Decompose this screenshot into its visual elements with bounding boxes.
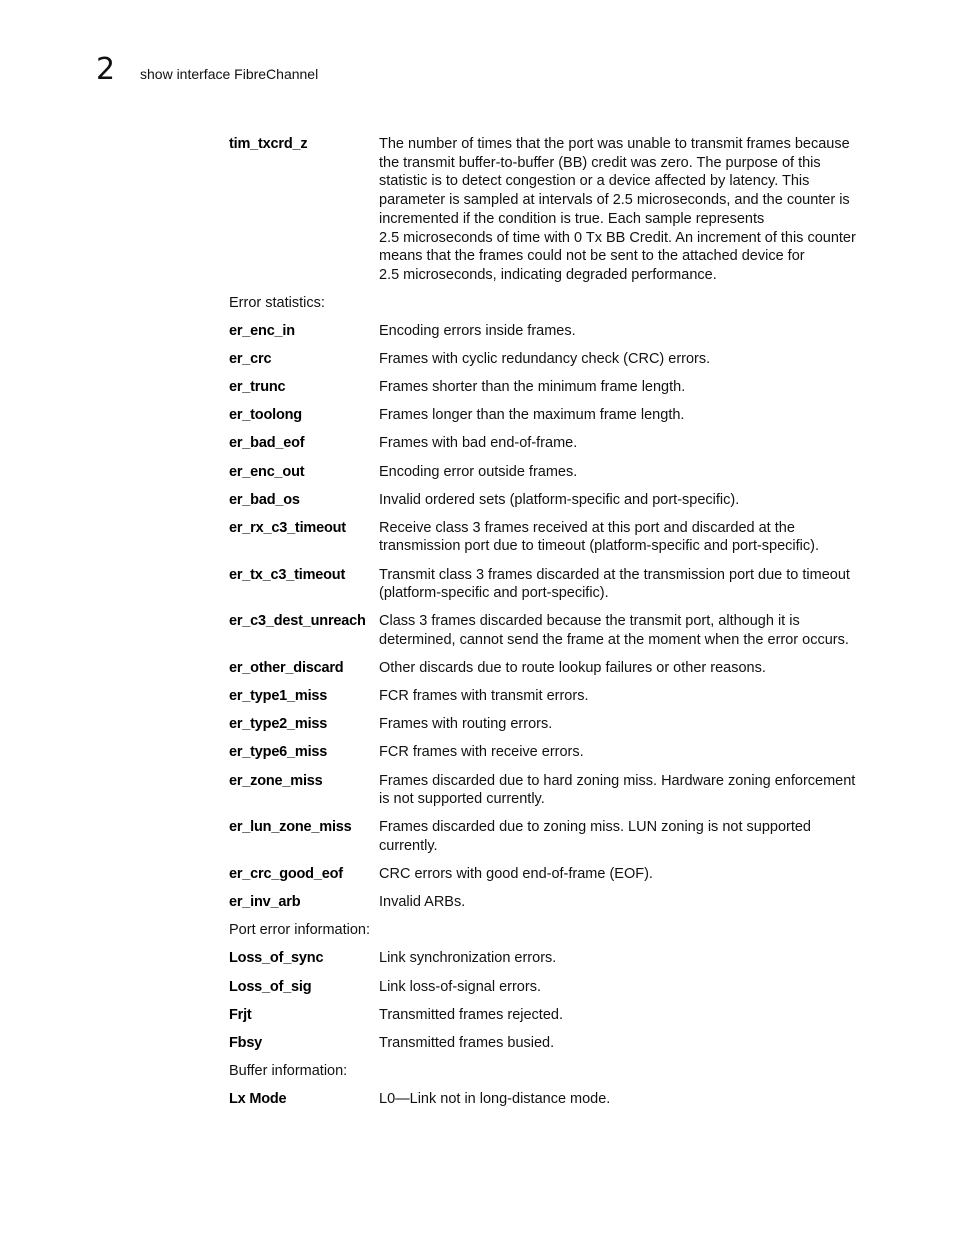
desc-line: Transmit class 3 frames discarded at the transmission port due to timeout — [379, 566, 850, 583]
chapter-number: 2 — [96, 52, 116, 87]
definition-row — [229, 659, 869, 678]
desc-line: determined, cannot send the frame at the moment when the error occurs. — [379, 632, 849, 649]
desc-line: 2.5 microseconds of time with 0 Tx BB Credit. An increment of this counter — [379, 229, 856, 246]
definition-description — [379, 463, 869, 482]
buffer-information-list — [229, 1090, 869, 1109]
definition-term: er_zone_miss — [229, 772, 323, 789]
desc-line: currently. — [379, 838, 438, 855]
definition-row — [229, 322, 869, 341]
desc-line: Frames with bad end-of-frame. — [379, 435, 578, 452]
section-heading-buffer-information: Buffer information: — [229, 1062, 348, 1079]
definition-term: Loss_of_sync — [229, 950, 324, 967]
definition-description — [379, 1090, 869, 1109]
desc-line: Class 3 frames discarded because the transmit port, although it is — [379, 613, 800, 630]
desc-line: The number of times that the port was unable to transmit frames because — [379, 136, 850, 152]
error-statistics-list — [229, 322, 869, 912]
desc-line: transmission port due to timeout (platform-specific and port-specific). — [379, 538, 820, 555]
definition-description — [379, 893, 869, 912]
desc-line: means that the frames could not be sent to the attached device for — [379, 248, 805, 265]
definition-description — [379, 865, 869, 884]
definition-row — [229, 1090, 869, 1109]
desc-line: Frames discarded due to zoning miss. LUN zoning is not supported — [379, 819, 811, 836]
definition-term: er_crc — [229, 351, 272, 368]
definition-term: er_lun_zone_miss — [229, 819, 352, 836]
definition-description — [379, 566, 869, 603]
definition-description — [379, 406, 869, 425]
desc-line: L0—Link not in long-distance mode. — [379, 1090, 611, 1107]
definition-row — [229, 715, 869, 734]
desc-line: Other discards due to route lookup failures or other reasons. — [379, 660, 766, 677]
definition-row — [229, 893, 869, 912]
definition-row — [229, 1006, 869, 1025]
desc-line: incremented if the condition is true. Each sample represents — [379, 210, 765, 227]
definition-description — [379, 378, 869, 397]
desc-line: 2.5 microseconds, indicating degraded performance. — [379, 266, 717, 283]
definition-row — [229, 1034, 869, 1053]
desc-line: statistic is to detect congestion or a device affected by latency. This — [379, 173, 810, 190]
desc-line: Invalid ARBs. — [379, 894, 466, 911]
desc-line: Frames discarded due to hard zoning miss. Hardware zoning enforcement — [379, 772, 856, 789]
desc-line: Link synchronization errors. — [379, 950, 557, 967]
definition-term: er_type2_miss — [229, 716, 328, 733]
desc-line: Link loss-of-signal errors. — [379, 978, 541, 995]
definition-row — [229, 406, 869, 425]
desc-line: CRC errors with good end-of-frame (EOF). — [379, 866, 653, 883]
definition-row — [229, 772, 869, 809]
definition-description — [379, 612, 869, 649]
definition-row — [229, 949, 869, 968]
section-heading-port-error-information: Port error information: — [229, 922, 371, 939]
running-header-title: show interface FibreChannel — [140, 66, 319, 82]
desc-line: is not supported currently. — [379, 791, 545, 808]
definition-row — [229, 865, 869, 884]
definition-description — [379, 491, 869, 510]
definition-row-tim-txcrd-z — [229, 135, 869, 285]
definition-row — [229, 491, 869, 510]
definition-row — [229, 818, 869, 855]
desc-line: Frames with cyclic redundancy check (CRC) errors. — [379, 351, 711, 368]
definition-row — [229, 350, 869, 369]
definition-term: er_inv_arb — [229, 894, 301, 911]
definition-term: er_other_discard — [229, 660, 344, 677]
desc-line: Frames longer than the maximum frame length. — [379, 407, 685, 424]
definition-term: er_bad_eof — [229, 435, 305, 452]
definition-term: Frjt — [229, 1006, 252, 1023]
definition-term: er_enc_in — [229, 323, 295, 340]
definition-list — [229, 135, 869, 1109]
definition-description — [379, 818, 869, 855]
definition-row — [229, 687, 869, 706]
definition-description — [379, 949, 869, 968]
definition-description — [379, 350, 869, 369]
definition-term: er_rx_c3_timeout — [229, 519, 346, 536]
desc-line: Encoding errors inside frames. — [379, 323, 576, 340]
definition-description — [379, 659, 869, 678]
definition-term: er_bad_os — [229, 491, 300, 508]
desc-line: FCR frames with transmit errors. — [379, 688, 589, 705]
definition-description — [379, 434, 869, 453]
definition-term: Fbsy — [229, 1034, 263, 1051]
definition-description — [379, 1006, 869, 1025]
desc-line: Frames with routing errors. — [379, 716, 553, 733]
desc-line: FCR frames with receive errors. — [379, 744, 584, 761]
definition-term: er_type6_miss — [229, 744, 328, 761]
desc-line: parameter is sampled at intervals of 2.5 microseconds, and the counter is — [379, 192, 850, 209]
definition-row — [229, 612, 869, 649]
desc-line: the transmit buffer-to-buffer (BB) credit was zero. The purpose of this — [379, 154, 821, 171]
port-error-list — [229, 949, 869, 1052]
definition-term: er_crc_good_eof — [229, 866, 343, 883]
desc-line: Transmitted frames rejected. — [379, 1006, 563, 1023]
definition-row — [229, 743, 869, 762]
definition-term: er_type1_miss — [229, 688, 328, 705]
definition-term: er_toolong — [229, 407, 302, 424]
definition-row — [229, 519, 869, 556]
definition-description — [379, 715, 869, 734]
desc-line: Receive class 3 frames received at this port and discarded at the — [379, 519, 795, 536]
definition-description — [379, 772, 869, 809]
definition-description — [379, 1034, 869, 1053]
definition-term: er_tx_c3_timeout — [229, 566, 346, 583]
section-heading-error-statistics: Error statistics: — [229, 295, 325, 312]
definition-row — [229, 434, 869, 453]
definition-term: er_c3_dest_unreach — [229, 613, 366, 630]
definition-description — [379, 743, 869, 762]
definition-description — [379, 519, 869, 556]
definition-row — [229, 378, 869, 397]
definition-term: tim_txcrd_z — [229, 136, 308, 152]
desc-line: Frames shorter than the minimum frame length. — [379, 379, 686, 396]
definition-description — [379, 135, 869, 285]
definition-description — [379, 322, 869, 341]
definition-row — [229, 978, 869, 997]
desc-line: Transmitted frames busied. — [379, 1034, 555, 1051]
desc-line: Encoding error outside frames. — [379, 463, 578, 480]
definition-term: er_enc_out — [229, 463, 305, 480]
definition-term: Lx Mode — [229, 1090, 287, 1107]
definition-term: er_trunc — [229, 379, 286, 396]
definition-description — [379, 687, 869, 706]
definition-description — [379, 978, 869, 997]
definition-row — [229, 566, 869, 603]
desc-line: Invalid ordered sets (platform-specific and port-specific). — [379, 491, 740, 508]
definition-row — [229, 463, 869, 482]
desc-line: (platform-specific and port-specific). — [379, 585, 609, 602]
definition-term: Loss_of_sig — [229, 978, 312, 995]
